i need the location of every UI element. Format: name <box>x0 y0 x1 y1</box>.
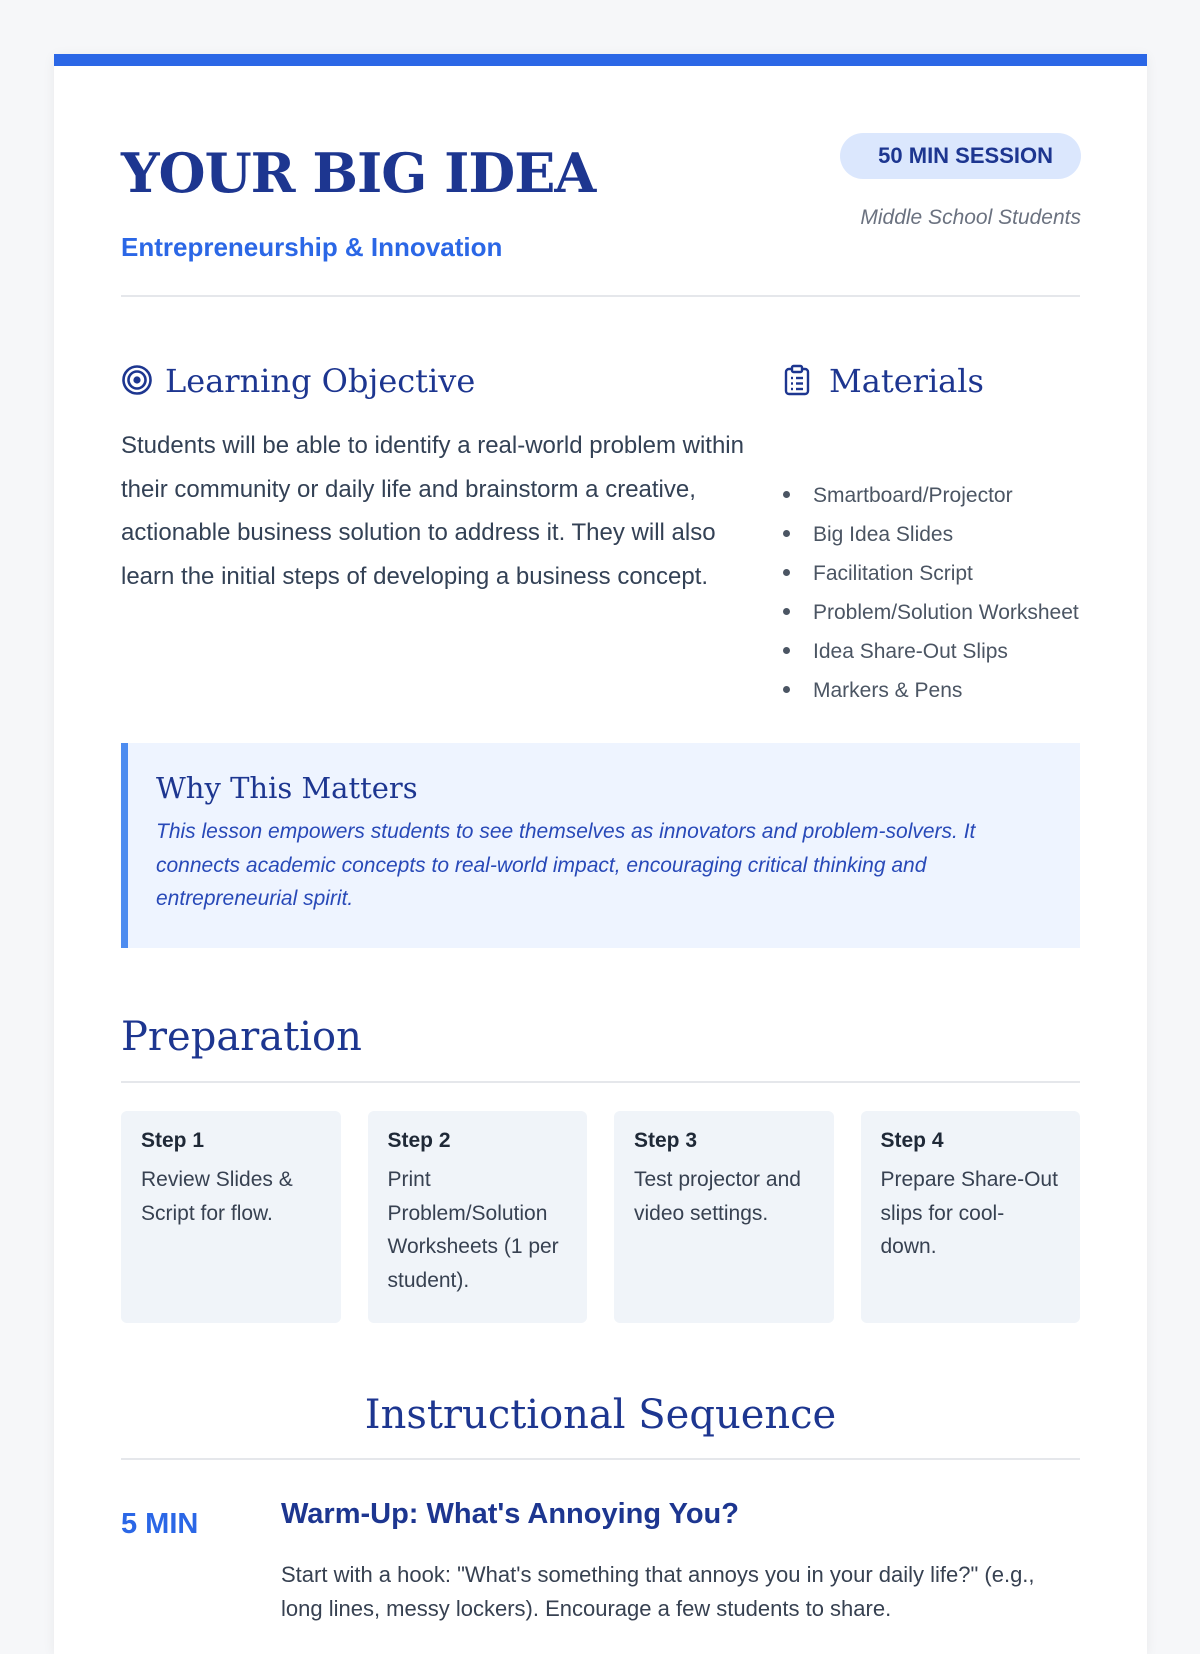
bullet-icon <box>783 530 790 537</box>
bullet-icon <box>783 647 790 654</box>
materials-heading-label: Materials <box>829 362 984 400</box>
bullet-icon <box>783 569 790 576</box>
materials-heading <box>783 362 984 404</box>
step-label: Step 1 <box>141 1129 205 1152</box>
step-card <box>614 1111 834 1323</box>
step-card <box>121 1111 341 1323</box>
materials-list <box>783 479 1083 713</box>
lesson-card <box>54 54 1147 1654</box>
clipboard-icon <box>783 364 815 404</box>
activity-duration: 5 MIN <box>121 1508 199 1540</box>
page-subtitle: Entrepreneurship & Innovation <box>121 232 503 262</box>
activity-title: Warm-Up: What's Annoying You? <box>281 1498 739 1530</box>
session-length-badge: 50 MIN SESSION <box>840 133 1081 179</box>
bullet-icon <box>783 491 790 498</box>
list-item: Smartboard/Projector <box>783 479 1083 512</box>
list-item: Markers & Pens <box>783 674 1083 707</box>
list-item: Facilitation Script <box>783 557 1083 590</box>
step-text: Print Problem/Solution Worksheets (1 per student). <box>387 1168 559 1292</box>
why-text: This lesson empowers students to see themselves as innovators and problem-solvers. It connects academic concepts to real-world impact, encouraging critical thinking and entrepreneurial spirit. <box>156 820 976 910</box>
sequence-divider <box>121 1458 1080 1460</box>
why-callout <box>121 743 1080 948</box>
header-divider <box>121 295 1080 297</box>
target-icon <box>121 364 153 404</box>
step-card <box>861 1111 1081 1323</box>
step-label: Step 2 <box>387 1129 451 1152</box>
why-heading: Why This Matters <box>156 771 418 805</box>
sequence-heading: Instructional Sequence <box>364 1392 837 1438</box>
preparation-divider <box>121 1081 1080 1083</box>
step-text: Prepare Share-Out slips for cool-down. <box>880 1168 1058 1258</box>
objective-text: Students will be able to identify a real-world problem within their community or daily life and brainstorm a creative, actionable business solution to address it. They will also learn the initial steps of developing a business concept. <box>121 432 744 590</box>
bullet-icon <box>783 686 790 693</box>
step-text: Test projector and video settings. <box>634 1168 801 1225</box>
preparation-steps <box>121 1111 1080 1323</box>
step-text: Review Slides & Script for flow. <box>141 1168 293 1225</box>
page-title: YOUR BIG IDEA <box>121 141 596 205</box>
step-label: Step 4 <box>880 1129 944 1152</box>
list-item: Idea Share-Out Slips <box>783 635 1083 668</box>
preparation-heading: Preparation <box>121 1014 362 1060</box>
list-item: Big Idea Slides <box>783 518 1083 551</box>
bullet-icon <box>783 608 790 615</box>
audience-label: Middle School Students <box>860 206 1081 229</box>
step-label: Step 3 <box>634 1129 698 1152</box>
objective-heading <box>121 362 475 404</box>
list-item: Problem/Solution Worksheet <box>783 596 1083 629</box>
step-card <box>368 1111 588 1323</box>
activity-description: Start with a hook: "What's something that annoys you in your daily life?" (e.g., long lines, messy lockers). Encourage a few students to share. <box>281 1562 1035 1621</box>
objective-heading-label: Learning Objective <box>165 362 476 400</box>
